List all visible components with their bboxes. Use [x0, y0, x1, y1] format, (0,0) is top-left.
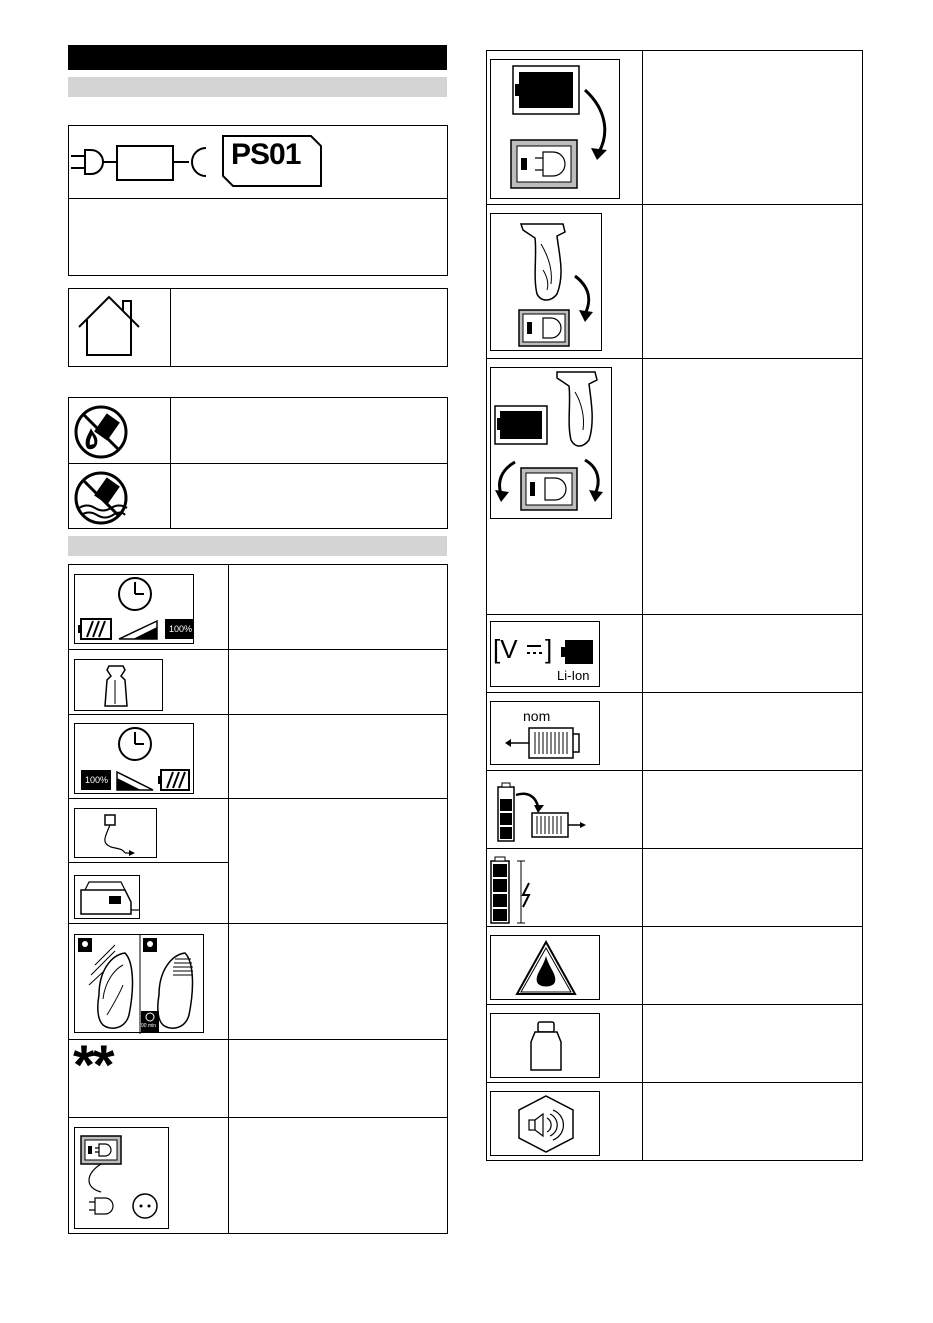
charging-station-icon: [74, 875, 140, 919]
sound-level-icon: [490, 1091, 600, 1156]
weight-icon: [490, 1013, 600, 1078]
ps01-label: PS01: [231, 138, 301, 171]
charge-full-label-2: 100%: [85, 775, 109, 785]
no-fire-icon: [73, 404, 133, 464]
black-header-bar: [68, 45, 447, 70]
asterisks-symbol: **: [73, 1033, 113, 1096]
voltage-close-label: ]: [545, 634, 553, 664]
device-to-charger-icon: [490, 213, 602, 351]
symbols-table-left: [68, 564, 448, 1234]
bag-icon: [74, 659, 163, 711]
grey-section-bar-1: [68, 77, 447, 97]
dual-charging-icon: [490, 367, 612, 519]
no-water-icon: [73, 470, 133, 530]
warning-liquid-icon: [490, 935, 600, 1000]
indoor-use-table: [68, 288, 448, 367]
operating-time-icon: [74, 723, 194, 794]
house-icon: [77, 293, 157, 363]
li-ion-label: Li-Ion: [557, 668, 590, 683]
battery-energy-icon: [489, 855, 589, 925]
mains-charging-icon: [74, 1127, 169, 1229]
voltage-label: [V: [493, 634, 518, 664]
charge-full-label-1: 100%: [169, 624, 193, 634]
motor-nom-label: nom: [523, 708, 551, 724]
battery-to-charger-icon: [490, 59, 620, 199]
power-supply-table: [68, 125, 448, 276]
battery-power-icon: [490, 777, 590, 845]
led-indicator-icon: [74, 934, 204, 1033]
charger-plug-icon: [74, 808, 157, 858]
timer-label: 90 min: [141, 1023, 157, 1029]
symbols-table-right: [486, 50, 863, 1161]
grey-section-bar-2: [68, 536, 447, 556]
charging-time-icon: [74, 574, 194, 644]
battery-warning-table: [68, 397, 448, 529]
voltage-li-ion-icon: [490, 621, 600, 687]
nominal-motor-icon: [490, 701, 600, 765]
